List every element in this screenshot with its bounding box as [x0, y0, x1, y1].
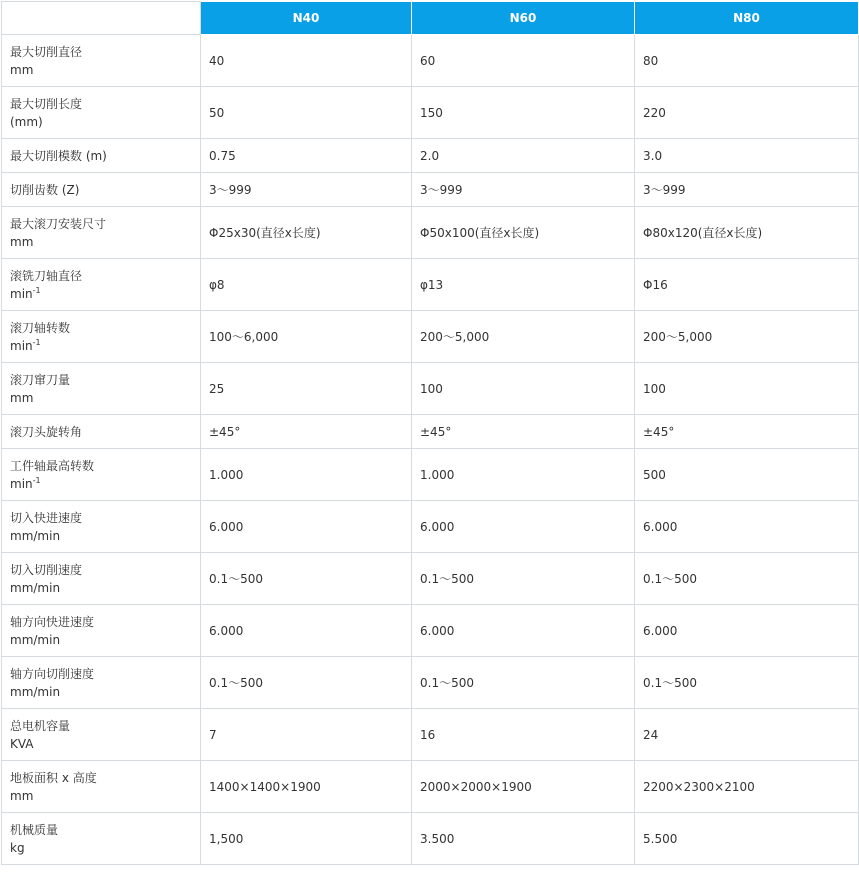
param-unit: [10, 839, 200, 857]
param-cell: [2, 553, 201, 605]
param-name: 滚铣刀轴直径: [10, 268, 83, 283]
table-row: [2, 363, 859, 415]
value-cell-n40: 100～6,000: [201, 311, 412, 363]
table-row: [2, 415, 859, 449]
param-unit: [10, 113, 200, 131]
table-row: [2, 87, 859, 139]
value-cell-n60: φ13: [412, 259, 635, 311]
param-unit-exponent: -1: [32, 475, 41, 485]
value-cell-n60: 100: [412, 363, 635, 415]
param-unit-exponent: -1: [32, 285, 41, 295]
table-body: [2, 35, 859, 865]
param-cell: [2, 87, 201, 139]
value-cell-n60: 0.1～500: [412, 657, 635, 709]
table-row: [2, 553, 859, 605]
param-unit-exponent: -1: [32, 337, 41, 347]
value-cell-n60: 60: [412, 35, 635, 87]
param-name: 机械质量: [10, 822, 59, 837]
value-cell-n60: 2000×2000×1900: [412, 761, 635, 813]
param-cell: [2, 173, 201, 207]
param-cell: [2, 657, 201, 709]
table-row: [2, 207, 859, 259]
table-row: [2, 35, 859, 87]
value-cell-n60: 1.000: [412, 449, 635, 501]
param-unit-text: mm/min: [10, 684, 61, 699]
table-row: [2, 657, 859, 709]
value-cell-n80: 100: [635, 363, 859, 415]
value-cell-n80: 5.500: [635, 813, 859, 865]
param-unit-text: KVA: [10, 736, 34, 751]
value-cell-n80: 24: [635, 709, 859, 761]
param-unit: [10, 683, 200, 701]
param-unit-text: kg: [10, 840, 25, 855]
param-name: 滚刀轴转数: [10, 320, 71, 335]
param-name: 最大切削模数 (m): [10, 148, 107, 163]
param-name: 最大切削长度: [10, 96, 83, 111]
spec-table: [1, 1, 859, 865]
value-cell-n60: ±45°: [412, 415, 635, 449]
value-cell-n40: 6.000: [201, 501, 412, 553]
value-cell-n40: 1400×1400×1900: [201, 761, 412, 813]
value-cell-n80: ±45°: [635, 415, 859, 449]
param-cell: [2, 311, 201, 363]
value-cell-n60: 3.500: [412, 813, 635, 865]
value-cell-n80: 6.000: [635, 501, 859, 553]
param-name: 地板面积 x 高度: [10, 770, 97, 785]
value-cell-n40: 0.75: [201, 139, 412, 173]
value-cell-n60: 6.000: [412, 501, 635, 553]
value-cell-n40: 40: [201, 35, 412, 87]
value-cell-n40: 3～999: [201, 173, 412, 207]
value-cell-n80: 6.000: [635, 605, 859, 657]
param-cell: [2, 813, 201, 865]
value-cell-n60: 150: [412, 87, 635, 139]
param-name: 最大滚刀安装尺寸: [10, 216, 107, 231]
value-cell-n80: 2200×2300×2100: [635, 761, 859, 813]
value-cell-n60: 16: [412, 709, 635, 761]
param-unit: [10, 389, 200, 407]
table-row: [2, 761, 859, 813]
param-cell: [2, 709, 201, 761]
value-cell-n60: 3～999: [412, 173, 635, 207]
value-cell-n40: 6.000: [201, 605, 412, 657]
value-cell-n80: 0.1～500: [635, 657, 859, 709]
param-cell: [2, 35, 201, 87]
value-cell-n60: 200～5,000: [412, 311, 635, 363]
param-cell: [2, 207, 201, 259]
param-name: 轴方向切削速度: [10, 666, 95, 681]
param-unit-text: mm/min: [10, 632, 61, 647]
header-row: [2, 2, 859, 35]
table-row: [2, 311, 859, 363]
value-cell-n40: 7: [201, 709, 412, 761]
param-cell: [2, 761, 201, 813]
param-unit: [10, 735, 200, 753]
table-header: [2, 2, 859, 35]
table-row: [2, 173, 859, 207]
param-cell: [2, 259, 201, 311]
param-name: 切入快进速度: [10, 510, 83, 525]
param-name: 切削齿数 (Z): [10, 182, 80, 197]
param-unit: [10, 285, 200, 303]
table-row: [2, 259, 859, 311]
value-cell-n40: Φ25x30(直径x长度): [201, 207, 412, 259]
value-cell-n60: 0.1～500: [412, 553, 635, 605]
value-cell-n80: 220: [635, 87, 859, 139]
header-n60: N60: [412, 2, 635, 35]
value-cell-n80: 80: [635, 35, 859, 87]
param-name: 滚刀头旋转角: [10, 424, 83, 439]
table-row: [2, 709, 859, 761]
param-cell: [2, 605, 201, 657]
value-cell-n40: 1,500: [201, 813, 412, 865]
param-unit-text: min: [10, 338, 33, 353]
value-cell-n40: 50: [201, 87, 412, 139]
param-name: 轴方向快进速度: [10, 614, 95, 629]
param-unit: [10, 787, 200, 805]
param-unit-text: mm/min: [10, 580, 61, 595]
header-n80: N80: [635, 2, 859, 35]
header-n40: N40: [201, 2, 412, 35]
table-row: [2, 813, 859, 865]
value-cell-n80: Φ16: [635, 259, 859, 311]
value-cell-n40: 0.1～500: [201, 657, 412, 709]
param-unit-text: min: [10, 476, 33, 491]
value-cell-n60: Φ50x100(直径x长度): [412, 207, 635, 259]
value-cell-n80: Φ80x120(直径x长度): [635, 207, 859, 259]
param-unit-text: mm: [10, 788, 34, 803]
param-cell: [2, 415, 201, 449]
param-cell: [2, 139, 201, 173]
param-unit-text: mm: [10, 390, 34, 405]
value-cell-n80: 200～5,000: [635, 311, 859, 363]
value-cell-n40: 1.000: [201, 449, 412, 501]
value-cell-n40: φ8: [201, 259, 412, 311]
param-cell: [2, 363, 201, 415]
table-row: [2, 605, 859, 657]
value-cell-n80: 500: [635, 449, 859, 501]
param-name: 切入切削速度: [10, 562, 83, 577]
table-row: [2, 501, 859, 553]
param-unit-text: mm/min: [10, 528, 61, 543]
value-cell-n40: 25: [201, 363, 412, 415]
value-cell-n40: ±45°: [201, 415, 412, 449]
header-corner-cell: [2, 2, 201, 35]
table-row: [2, 449, 859, 501]
value-cell-n60: 2.0: [412, 139, 635, 173]
param-unit: [10, 475, 200, 493]
param-unit-text: mm: [10, 62, 34, 77]
param-cell: [2, 449, 201, 501]
table-row: [2, 139, 859, 173]
param-unit-text: mm: [10, 234, 34, 249]
value-cell-n80: 3～999: [635, 173, 859, 207]
param-unit: [10, 631, 200, 649]
param-name: 最大切削直径: [10, 44, 83, 59]
param-unit: [10, 527, 200, 545]
value-cell-n80: 0.1～500: [635, 553, 859, 605]
param-unit: [10, 61, 200, 79]
param-unit: [10, 337, 200, 355]
param-name: 总电机容量: [10, 718, 71, 733]
param-unit: [10, 233, 200, 251]
param-unit-text: min: [10, 286, 33, 301]
value-cell-n60: 6.000: [412, 605, 635, 657]
param-unit-text: (mm): [10, 114, 43, 129]
value-cell-n40: 0.1～500: [201, 553, 412, 605]
param-cell: [2, 501, 201, 553]
param-name: 滚刀窜刀量: [10, 372, 71, 387]
param-name: 工件轴最高转数: [10, 458, 95, 473]
param-unit: [10, 579, 200, 597]
value-cell-n80: 3.0: [635, 139, 859, 173]
